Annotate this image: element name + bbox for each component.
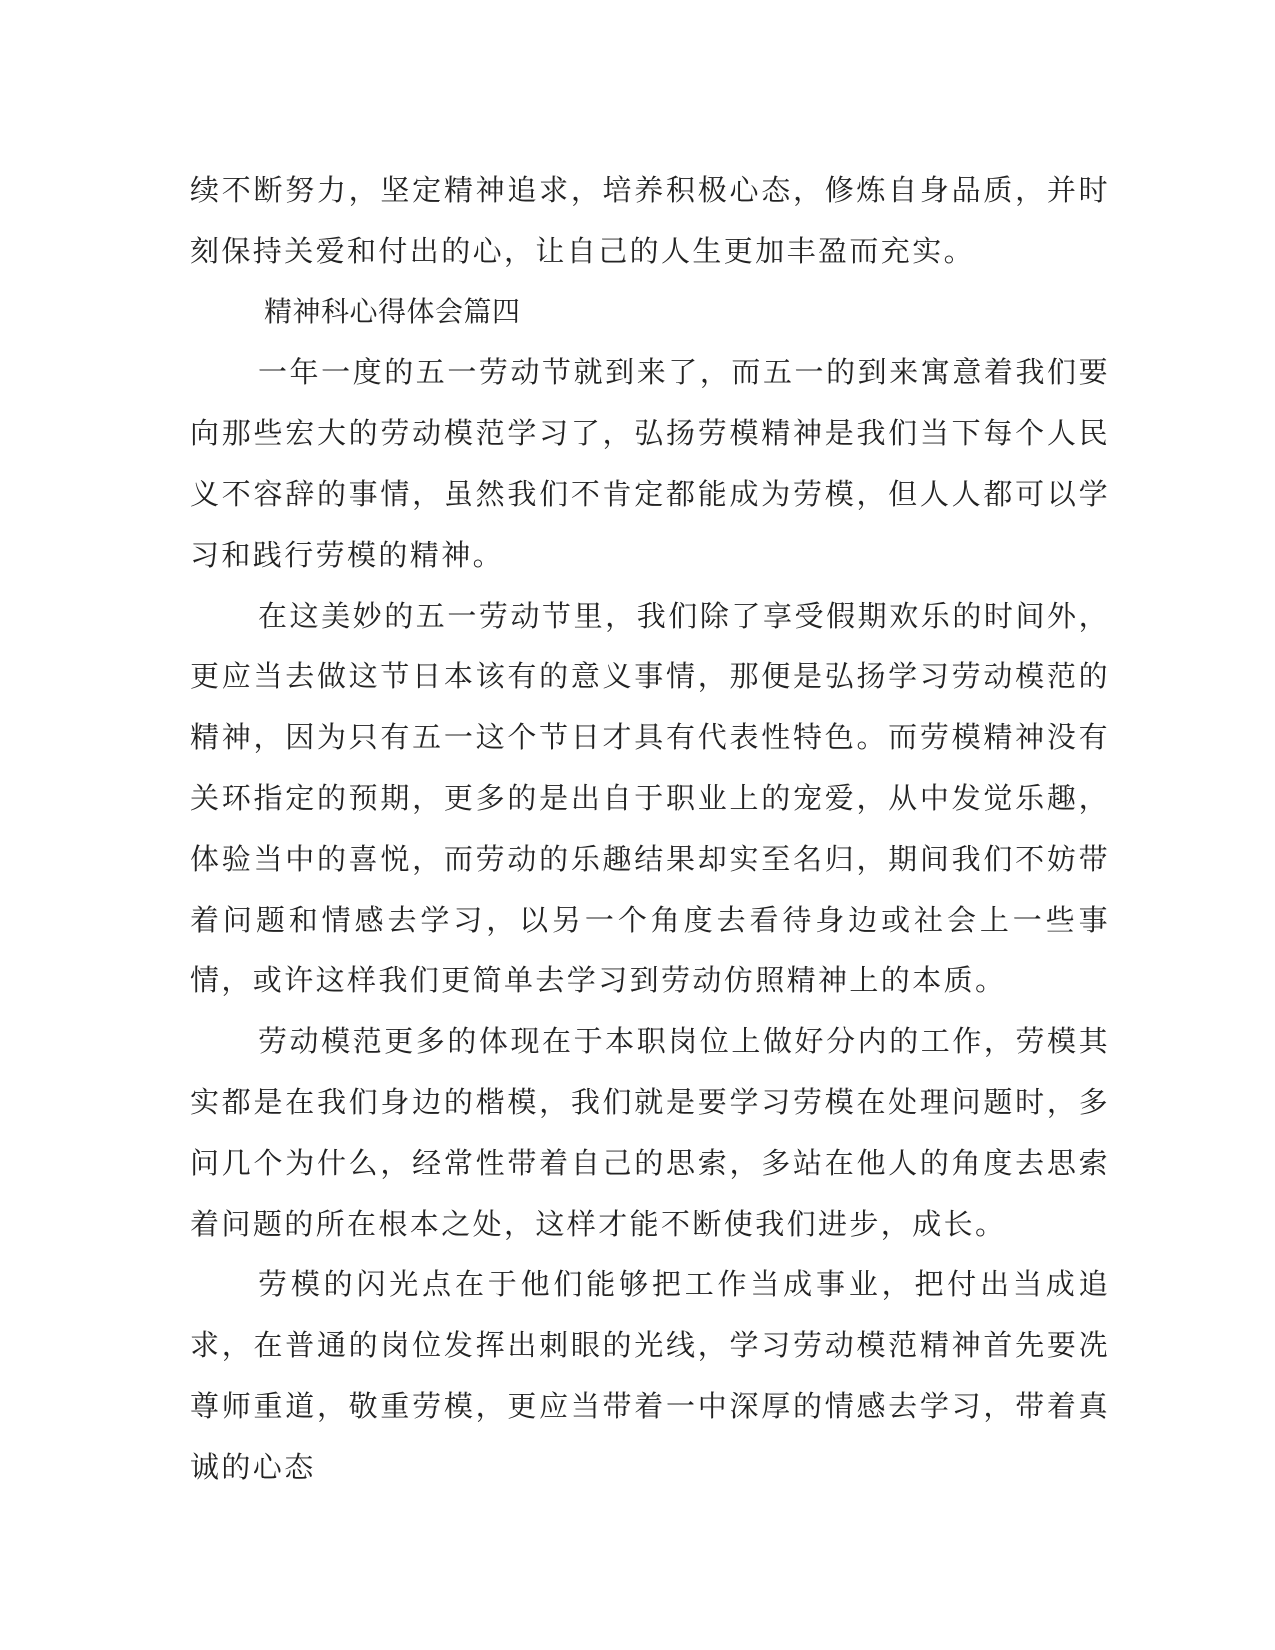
document-body bbox=[190, 160, 1110, 1498]
body-paragraph: 劳模的闪光点在于他们能够把工作当成事业，把付出当成追求，在普通的岗位发挥出刺眼的光线，学习劳动模范精神首先要冼尊师重道，敬重劳模，更应当带着一中深厚的情感去学习，带着真诚的心态 bbox=[190, 1267, 1110, 1484]
body-paragraph: 在这美妙的五一劳动节里，我们除了享受假期欢乐的时间外，更应当去做这节日本该有的意义事情，那便是弘扬学习劳动模范的精神，因为只有五一这个节日才具有代表性特色。而劳模精神没有关环指定的预期，更多的是出自于职业上的宠爱，从中发觉乐趣，体验当中的喜悦，而劳动的乐趣结果却实至名归，期间我们不妨带着问题和情感去学习，以另一个角度去看待身边或社会上一些事情，或许这样我们更简单去学习到劳动仿照精神上的本质。 bbox=[190, 598, 1110, 998]
body-paragraph: 一年一度的五一劳动节就到来了，而五一的到来寓意着我们要向那些宏大的劳动模范学习了，弘扬劳模精神是我们当下每个人民义不容辞的事情，虽然我们不肯定都能成为劳模，但人人都可以学习和践行劳模的精神。 bbox=[190, 355, 1110, 572]
body-paragraph: 劳动模范更多的体现在于本职岗位上做好分内的工作，劳模其实都是在我们身边的楷模，我们就是要学习劳模在处理问题时，多问几个为什么，经常性带着自己的思索，多站在他人的角度去思索着问题的所在根本之处，这样才能不断使我们进步，成长。 bbox=[190, 1024, 1110, 1241]
section-heading: 精神科心得体会篇四 bbox=[264, 294, 521, 328]
continuation-paragraph: 续不断努力，坚定精神追求，培养积极心态，修炼自身品质，并时刻保持关爱和付出的心，让自己的人生更加丰盈而充实。 bbox=[190, 173, 1110, 268]
